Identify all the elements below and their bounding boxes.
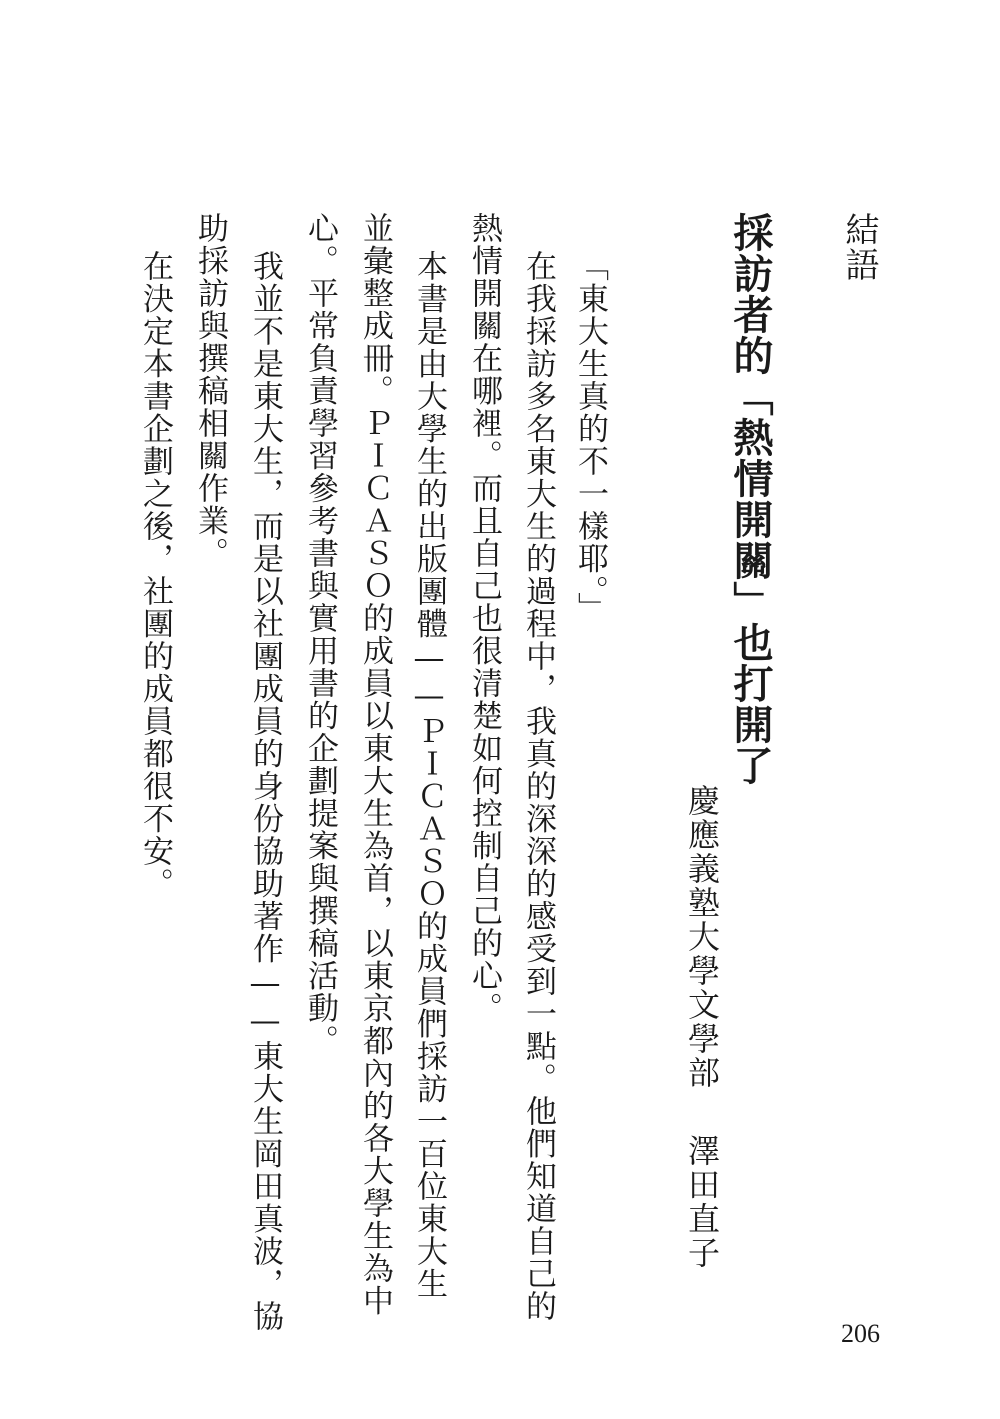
paragraph-line: 並彙整成冊。ＰＩＣＡＳＯ的成員以東大生為首，以東京都內的各大學生為中: [357, 212, 393, 1317]
author-affiliation: 慶應義塾大學文學部: [683, 784, 721, 1090]
author-name: 澤田直子: [683, 1134, 721, 1270]
paragraph-line: 在我採訪多名東大生的過程中，我真的深深的感受到一點。他們知道自己的: [520, 250, 556, 1323]
paragraph-line: 心。平常負責學習參考書與實用書的企劃提案與撰稿活動。: [302, 212, 338, 1057]
paragraph-line: 熱情開關在哪裡。而且自己也很清楚如何控制自己的心。: [466, 212, 502, 1025]
page-number: 206: [841, 1319, 880, 1348]
paragraph-line: 我並不是東大生，而是以社團成員的身份協助著作——東大生岡田真波，協: [247, 250, 283, 1333]
paragraph-line: 助採訪與撰稿相關作業。: [192, 212, 228, 570]
paragraph-line: 在決定本書企劃之後，社團的成員都很不安。: [137, 250, 173, 900]
section-label: 結語: [839, 212, 879, 282]
chapter-title: 採訪者的「熱情開關」也打開了: [727, 212, 773, 786]
author-byline: [683, 784, 721, 1270]
paragraph-line: 「東大生真的不一樣耶。」: [572, 250, 608, 625]
paragraph-line: 本書是由大學生的出版團體——ＰＩＣＡＳＯ的成員們採訪一百位東大生: [411, 250, 447, 1300]
